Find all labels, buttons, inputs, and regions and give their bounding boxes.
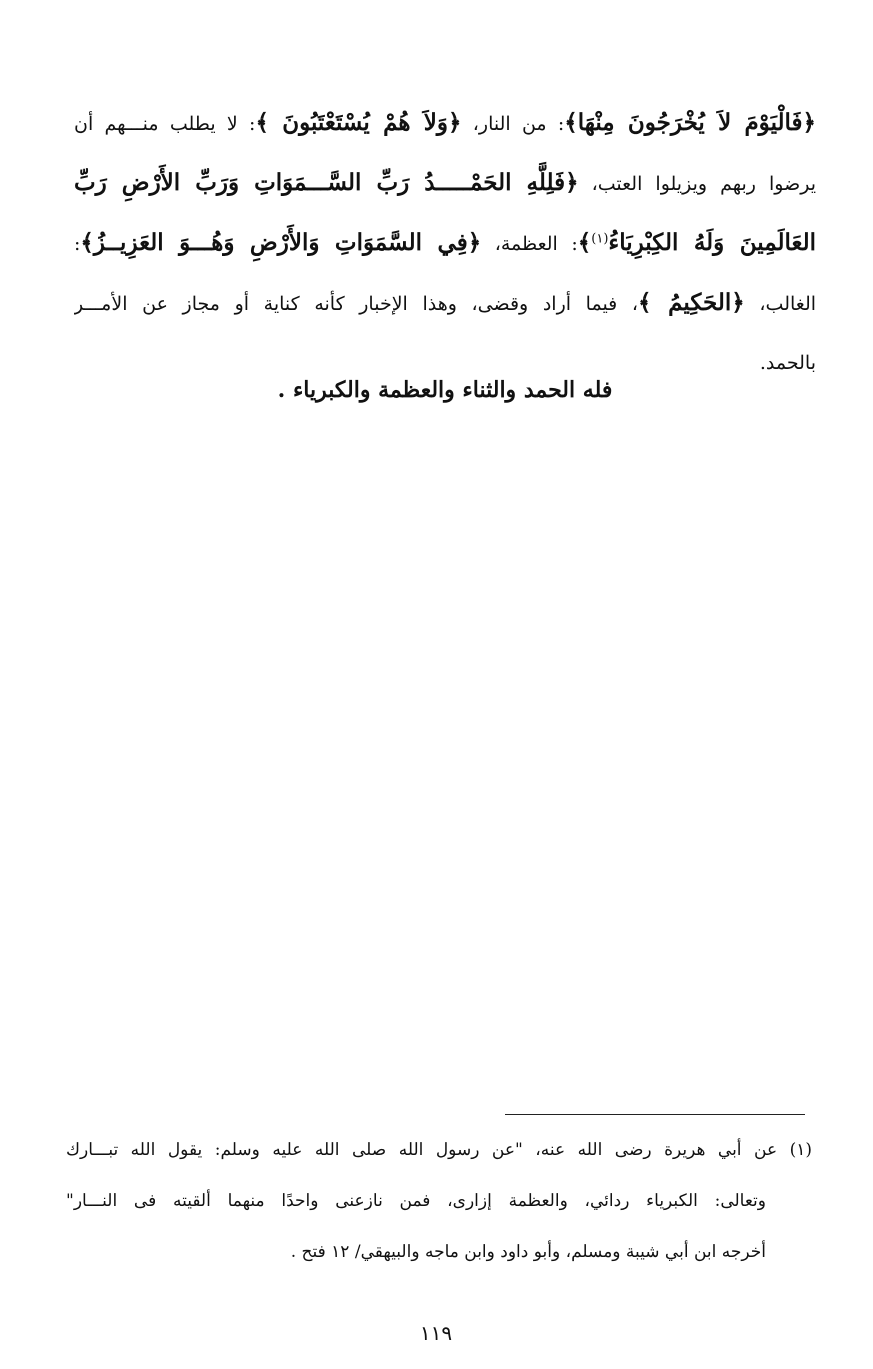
footnote-line-1: (١) عن أبي هريرة رضى الله عنه، "عن رسول الله صلى الله عليه وسلم: يقول الله تبـــارك: [66, 1140, 812, 1160]
closing-statement: فله الحمد والثناء والعظمة والكبرياء .: [277, 377, 613, 403]
text-line-3: [74, 218, 816, 278]
footnote-separator: [505, 1114, 805, 1115]
commentary-text: : العظمة،: [481, 233, 578, 255]
commentary-text: يرضوا ربهم ويزيلوا العتب،: [578, 173, 816, 195]
quran-verse: ﴿فَلِلَّهِ الحَمْـــــدُ رَبِّ السَّـــمَوَاتِ وَرَبِّ الأَرْضِ رَبِّ: [74, 169, 579, 196]
commentary-text: : لا يطلب منـــهم أن: [74, 113, 256, 135]
main-text: [74, 98, 816, 398]
commentary-text: : من النار،: [461, 113, 565, 135]
quran-verse-end: ﴾: [577, 229, 592, 256]
page-number: ١١٩: [419, 1321, 453, 1345]
text-line-1: [74, 98, 816, 158]
quran-verse: ﴿وَلاَ هُمْ يُسْتَعْتَبُونَ ﴾: [255, 109, 462, 136]
quran-verse: ﴿الحَكِيمُ ﴾: [638, 289, 745, 316]
footnote-line-2: وتعالى: الكبرياء ردائي، والعظمة إزارى، فمن نازعنى واحدًا منهما ألقيته فى النـــار": [66, 1191, 766, 1211]
quran-verse: العَالَمِينَ وَلَهُ الكِبْرِيَاءُ: [608, 229, 816, 256]
footnote-reference: (١): [591, 231, 609, 247]
text-line-2: [74, 158, 816, 218]
text-line-4: [74, 278, 816, 338]
footnote-line-3: أخرجه ابن أبي شيبة ومسلم، وأبو داود وابن ماجه والبيهقي/ ١٢ فتح .: [290, 1242, 766, 1262]
footnotes: [66, 1126, 812, 1279]
commentary-text: بالحمد.: [759, 352, 816, 374]
quran-verse: ﴿فَالْيَوْمَ لاَ يُخْرَجُونَ مِنْهَا﴾: [564, 109, 816, 136]
commentary-text: :: [74, 233, 81, 255]
commentary-text: ، فيما أراد وقضى، وهذا الإخبار كأنه كناية أو مجاز عن الأمـــر: [74, 293, 639, 315]
quran-verse: ﴿فِي السَّمَوَاتِ وَالأَرْضِ وَهُـــوَ العَزِيــزُ﴾: [80, 229, 482, 256]
commentary-text: الغالب،: [744, 293, 816, 315]
